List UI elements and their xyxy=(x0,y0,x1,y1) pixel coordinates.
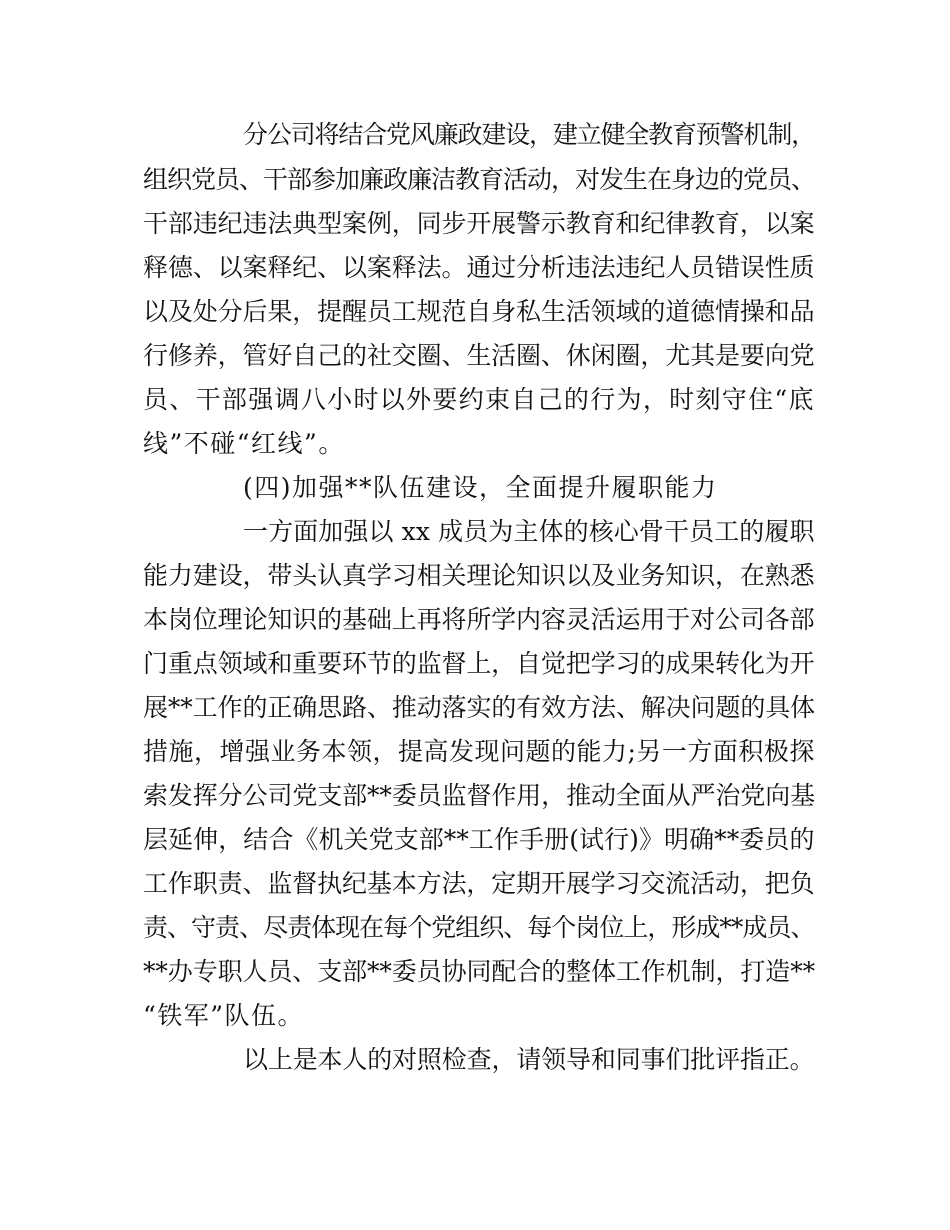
paragraph-2-line-6: 措施，增强业务本领，提高发现问题的能力;另一方面积极探 xyxy=(143,737,815,766)
section-heading: (四)加强**队伍建设，全面提升履职能力 xyxy=(243,473,718,502)
closing-statement: 以上是本人的对照检查，请领导和同事们批评指正。 xyxy=(243,1045,815,1074)
paragraph-1-line-3: 干部违纪违法典型案例，同步开展警示教育和纪律教育，以案 xyxy=(143,209,815,238)
paragraph-2-line-5: 展**工作的正确思路、推动落实的有效方法、解决问题的具体 xyxy=(143,693,816,722)
paragraph-2-line-2: 能力建设，带头认真学习相关理论知识以及业务知识，在熟悉 xyxy=(143,561,815,590)
paragraph-2-line-9: 工作职责、监督执纪基本方法，定期开展学习交流活动，把负 xyxy=(143,869,815,898)
paragraph-2-line-7: 索发挥分公司党支部**委员监督作用，推动全面从严治党向基 xyxy=(143,781,816,810)
paragraph-1-line-4: 释德、以案释纪、以案释法。通过分析违法违纪人员错误性质 xyxy=(143,253,815,282)
paragraph-1-line-6: 行修养，管好自己的社交圈、生活圈、休闲圈，尤其是要向党 xyxy=(143,341,815,370)
paragraph-1-line-2: 组织党员、干部参加廉政廉洁教育活动，对发生在身边的党员、 xyxy=(143,165,816,194)
paragraph-2-line-10: 责、守责、尽责体现在每个党组织、每个岗位上，形成**成员、 xyxy=(143,913,815,942)
paragraph-2-line-1: 一方面加强以 xx 成员为主体的核心骨干员工的履职 xyxy=(243,517,815,546)
paragraph-2-line-4: 门重点领域和重要环节的监督上，自觉把学习的成果转化为开 xyxy=(143,649,815,678)
paragraph-2-line-12: “铁军”队伍。 xyxy=(143,1001,305,1030)
paragraph-1-line-1: 分公司将结合党风廉政建设，建立健全教育预警机制， xyxy=(243,120,816,149)
paragraph-2-line-11: **办专职人员、支部**委员协同配合的整体工作机制，打造** xyxy=(143,957,816,986)
paragraph-2-line-3: 本岗位理论知识的基础上再将所学内容灵活运用于对公司各部 xyxy=(143,605,815,634)
paragraph-1-line-5: 以及处分后果，提醒员工规范自身私生活领域的道德情操和品 xyxy=(143,297,815,326)
paragraph-1-line-7: 员、干部强调八小时以外要约束自己的行为，时刻守住“底 xyxy=(143,385,815,414)
paragraph-1-line-8: 线”不碰“红线”。 xyxy=(143,429,345,458)
paragraph-2-line-8: 层延伸，结合《机关党支部**工作手册(试行)》明确**委员的 xyxy=(143,825,815,854)
